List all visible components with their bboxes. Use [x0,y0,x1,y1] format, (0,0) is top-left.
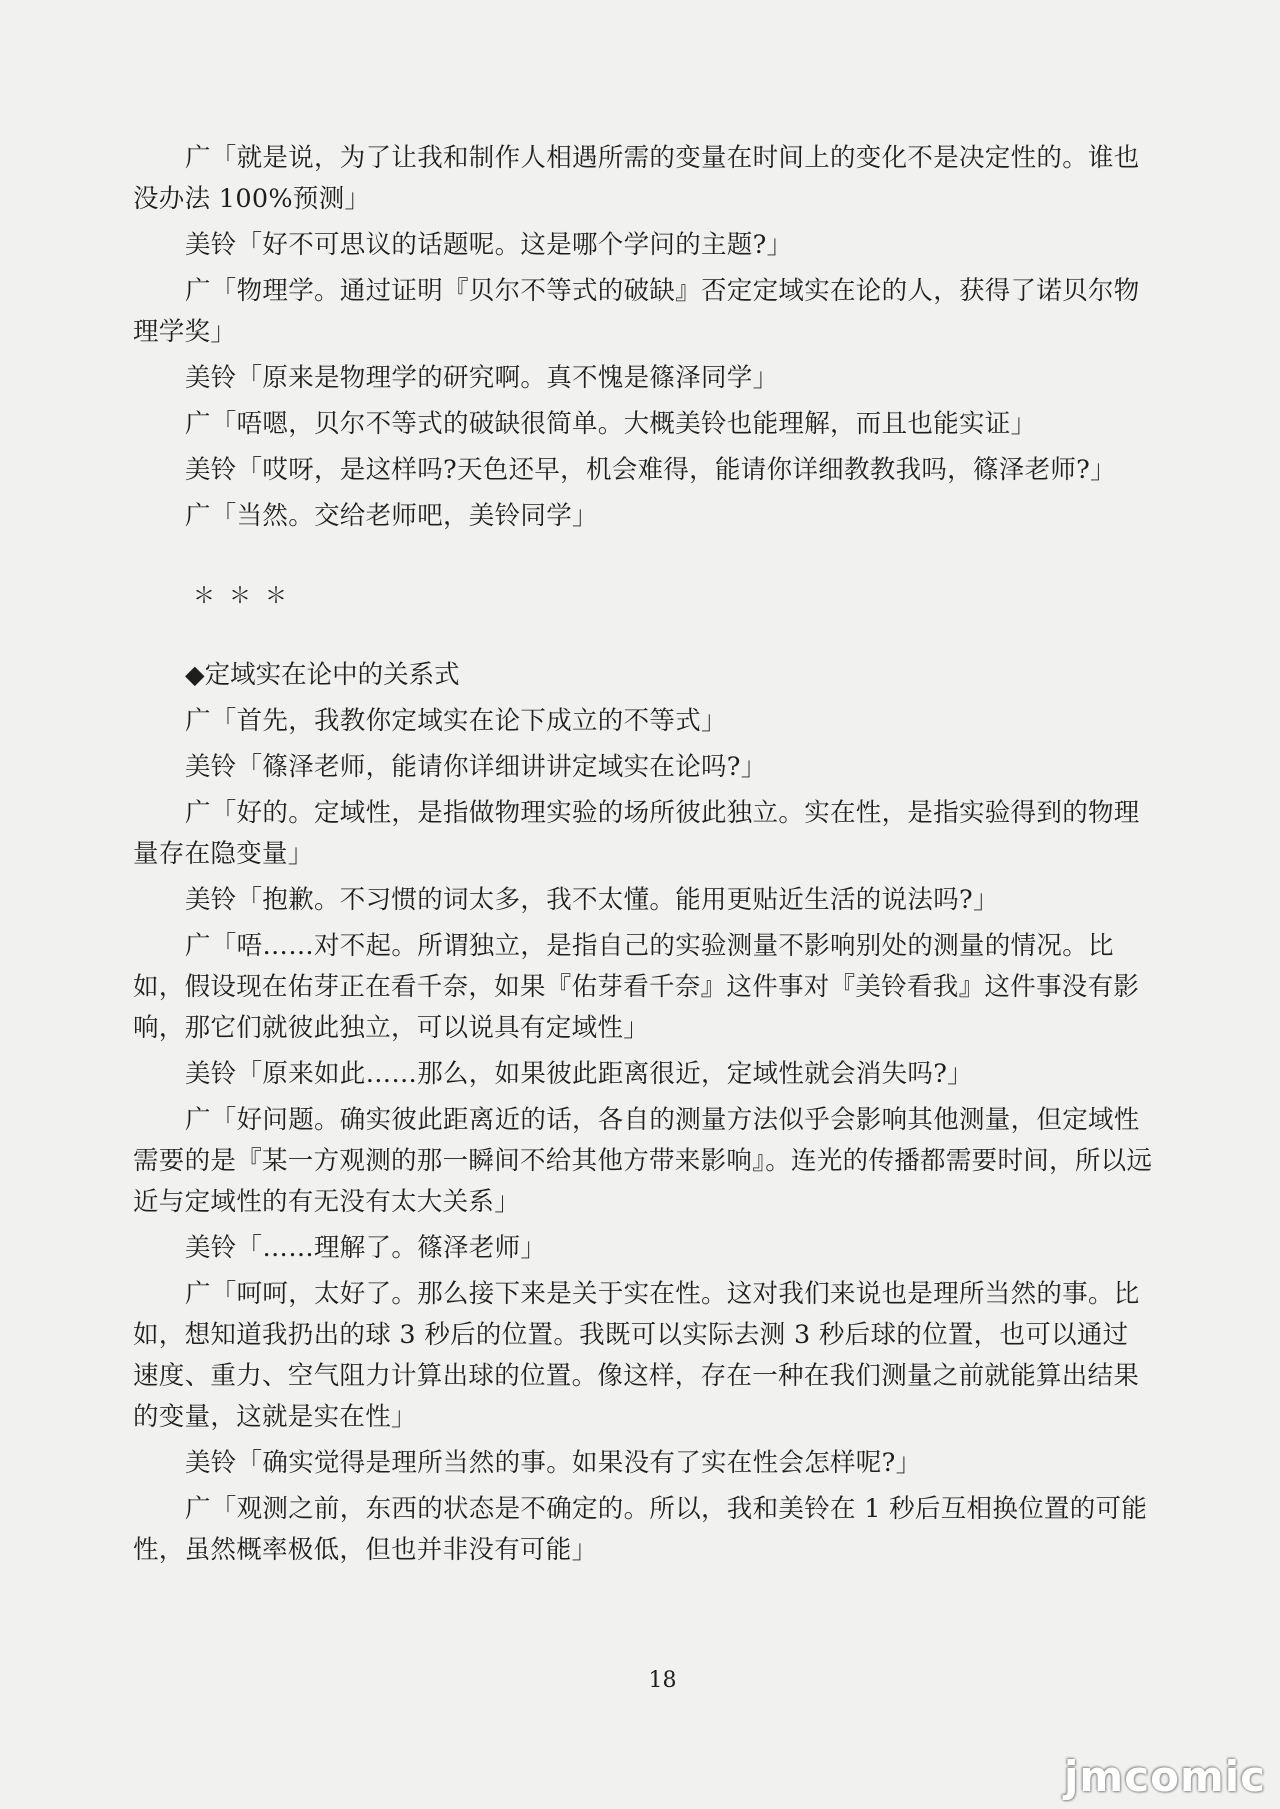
watermark-logo: jmcomic [1064,1752,1266,1801]
section-heading: ◆定域实在论中的关系式 [185,660,460,690]
paragraph: 广「物理学。通过证明『贝尔不等式的破缺』否定定域实在论的人，获得了诺贝尔物理学奖」 [133,276,1140,347]
paragraph: 广「观测之前，东西的状态是不确定的。所以，我和美铃在 1 秒后互相换位置的可能性，虽然概率极低，但也并非没有可能」 [133,1494,1148,1565]
paragraph: 广「好的。定域性，是指做物理实验的场所彼此独立。实在性，是指实验得到的物理量存在隐变量」 [133,798,1140,869]
paragraph: 美铃「原来如此……那么，如果彼此距离很近，定域性就会消失吗?」 [185,1059,973,1089]
paragraph: 广「呵呵，太好了。那么接下来是关于实在性。这对我们来说也是理所当然的事。比如，想知道我扔出的球 3 秒后的位置。我既可以实际去测 3 秒后球的位置，也可以通过速度、重力、空气阻力计算出球的位置。像这样，存在一种在我们测量之前就能算出结果的变量，这就是实在性」 [133,1279,1140,1432]
page-number: 18 [648,1668,677,1693]
paragraph: 美铃「好不可思议的话题呢。这是哪个学问的主题?」 [185,230,793,260]
paragraph: 美铃「……理解了。篠泽老师」 [185,1233,547,1263]
paragraph: 广「当然。交给老师吧，美铃同学」 [185,501,598,531]
paragraph: 美铃「抱歉。不习惯的词太多，我不太懂。能用更贴近生活的说法吗?」 [185,885,999,915]
page-body [133,138,1153,1576]
paragraph: 广「唔嗯，贝尔不等式的破缺很简单。大概美铃也能理解，而且也能实证」 [185,409,1037,439]
paragraph: 广「就是说，为了让我和制作人相遇所需的变量在时间上的变化不是决定性的。谁也没办法 100%预测」 [133,143,1140,214]
paragraph: 美铃「原来是物理学的研究啊。真不愧是篠泽同学」 [185,363,779,393]
paragraph: 美铃「哎呀，是这样吗?天色还早，机会难得，能请你详细教教我吗，篠泽老师?」 [185,455,1116,485]
paragraph: 美铃「确实觉得是理所当然的事。如果没有了实在性会怎样呢?」 [185,1448,922,1478]
paragraph: 美铃「篠泽老师，能请你详细讲讲定域实在论吗?」 [185,752,767,782]
scene-separator: ＊＊＊ [193,584,302,609]
paragraph: 广「唔……对不起。所谓独立，是指自己的实验测量不影响别处的测量的情况。比如，假设现在佑芽正在看千奈，如果『佑芽看千奈』这件事对『美铃看我』这件事没有影响，那它们就彼此独立，可以说具有定域性」 [133,931,1140,1043]
paragraph: 广「好问题。确实彼此距离近的话，各自的测量方法似乎会影响其他测量，但定域性需要的是『某一方观测的那一瞬间不给其他方带来影响』。连光的传播都需要时间，所以远近与定域性的有无没有太大关系」 [133,1105,1153,1217]
paragraph: 广「首先，我教你定域实在论下成立的不等式」 [185,706,727,736]
